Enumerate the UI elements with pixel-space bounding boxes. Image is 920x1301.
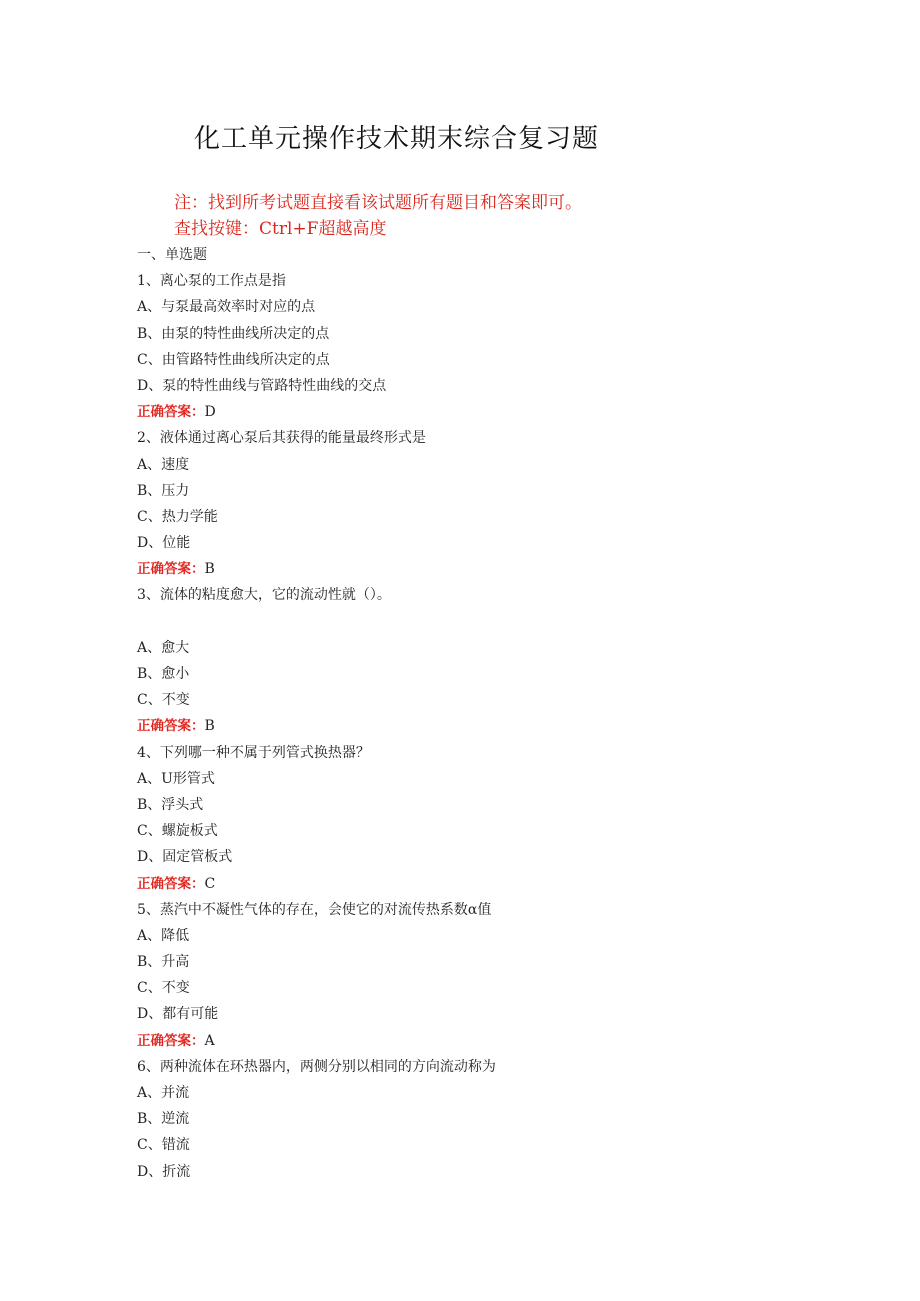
option: A、速度 [137, 456, 190, 473]
section-heading: 一、单选题 [137, 247, 207, 263]
question-stem: 3、流体的粘度愈大，它的流动性就（）。 [137, 587, 391, 604]
note-line-2: 查找按键：Ctrl+F超越高度 [174, 219, 387, 239]
option: A、并流 [137, 1085, 190, 1101]
option: B、升高 [137, 954, 190, 971]
option: A、降低 [137, 927, 190, 944]
answer-value: D [204, 404, 216, 421]
answer-label: 正确答案： [137, 404, 205, 421]
question-stem: 4、下列哪一种不属于列管式换热器？ [137, 744, 370, 761]
blank-line [137, 609, 877, 635]
option: B、逆流 [137, 1111, 190, 1128]
option: C、由管路特性曲线所决定的点 [137, 351, 330, 368]
answer-value: B [204, 718, 215, 735]
answer-line [137, 556, 877, 582]
option: A、与泵最高效率时对应的点 [137, 299, 316, 316]
option: C、螺旋板式 [137, 823, 218, 840]
question-stem: 1、离心泵的工作点是指 [137, 273, 286, 290]
document-title: 化工单元操作技术期末综合复习题 [194, 124, 600, 154]
answer-line [137, 1028, 877, 1054]
option: D、位能 [137, 535, 191, 552]
option: D、折流 [137, 1163, 191, 1180]
answer-line [137, 713, 877, 739]
answer-label: 正确答案： [137, 561, 205, 578]
answer-line [137, 871, 877, 897]
option: C、热力学能 [137, 508, 218, 525]
option: B、由泵的特性曲线所决定的点 [137, 325, 330, 342]
answer-label: 正确答案： [137, 875, 205, 892]
answer-value: A [204, 1032, 215, 1049]
option: A、愈大 [137, 639, 190, 656]
option: C、错流 [137, 1137, 190, 1154]
answer-label: 正确答案： [137, 1032, 205, 1049]
option: B、愈小 [137, 666, 190, 682]
answer-value: C [204, 875, 216, 892]
note-line-1: 注：找到所考试题直接看该试题所有题目和答案即可。 [174, 193, 582, 213]
option: C、不变 [137, 692, 190, 709]
option: B、浮头式 [137, 796, 204, 813]
option: D、泵的特性曲线与管路特性曲线的交点 [137, 377, 387, 394]
answer-line [137, 399, 877, 425]
question-list [137, 242, 877, 1185]
option: D、固定管板式 [137, 849, 233, 866]
option: C、不变 [137, 980, 190, 997]
question-stem: 5、蒸汽中不凝性气体的存在，会使它的对流传热系数α值 [137, 901, 492, 918]
option: D、都有可能 [137, 1006, 219, 1023]
answer-label: 正确答案： [137, 718, 205, 735]
answer-value: B [204, 561, 215, 578]
question-stem: 6、两种流体在环热器内，两侧分别以相同的方向流动称为 [137, 1058, 496, 1075]
option: B、压力 [137, 482, 190, 499]
question-stem: 2、液体通过离心泵后其获得的能量最终形式是 [137, 430, 426, 447]
option: A、U形管式 [137, 770, 215, 787]
